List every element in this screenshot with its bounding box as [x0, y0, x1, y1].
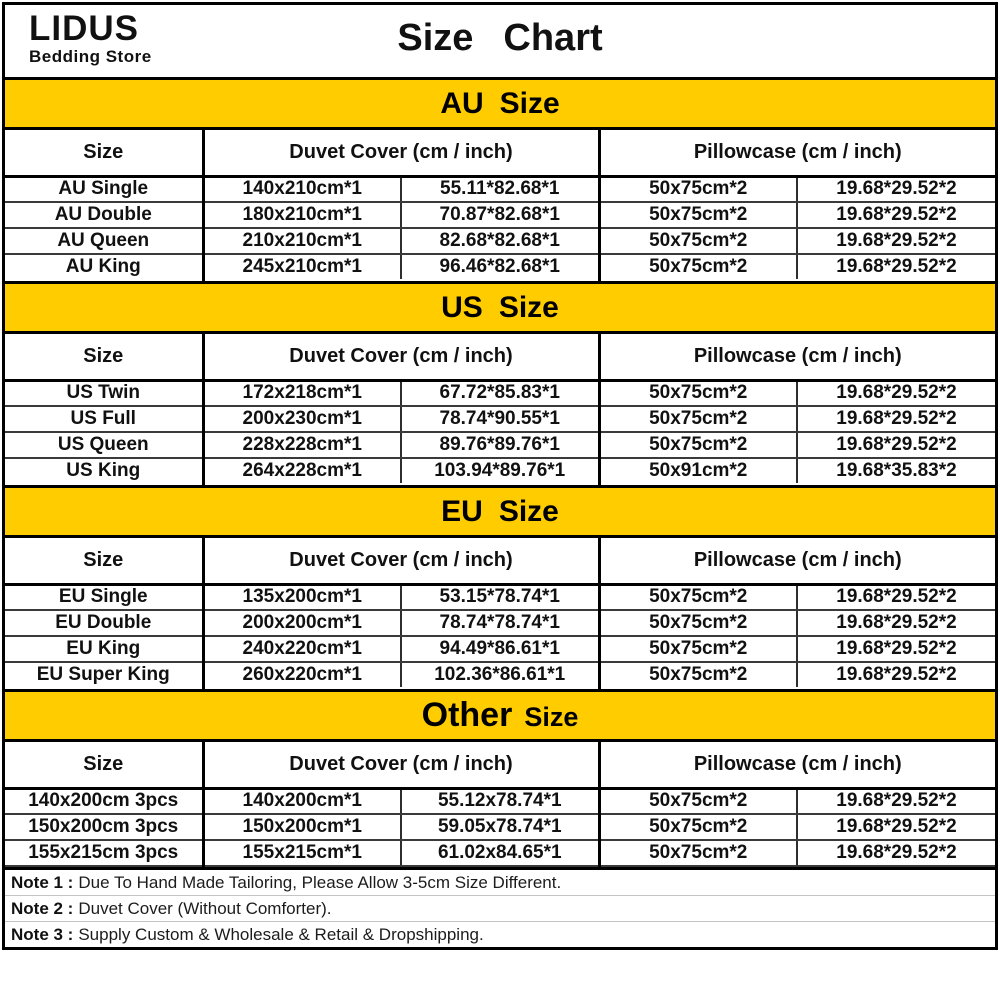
size-cell: AU Single [5, 176, 203, 202]
pillow-inch-cell: 19.68*29.52*2 [797, 176, 995, 202]
duvet-cm-cell: 172x218cm*1 [203, 380, 401, 406]
size-cell: EU Double [5, 610, 203, 636]
duvet-cm-cell: 140x210cm*1 [203, 176, 401, 202]
pillow-cm-cell: 50x75cm*2 [599, 380, 797, 406]
pillow-cm-cell: 50x75cm*2 [599, 202, 797, 228]
pillow-inch-cell: 19.68*29.52*2 [797, 380, 995, 406]
size-cell: EU Single [5, 584, 203, 610]
note-label: Note 3 : [11, 924, 74, 944]
duvet-inch-cell: 61.02x84.65*1 [401, 840, 599, 866]
duvet-inch-cell: 70.87*82.68*1 [401, 202, 599, 228]
pillow-inch-cell: 19.68*29.52*2 [797, 228, 995, 254]
other-section-banner [5, 689, 995, 742]
note-row [5, 870, 995, 896]
col-header-duvet: Duvet Cover (cm / inch) [203, 742, 599, 788]
duvet-inch-cell: 102.36*86.61*1 [401, 662, 599, 688]
pillow-inch-cell: 19.68*29.52*2 [797, 202, 995, 228]
table-row [5, 432, 995, 458]
au-size-section [5, 77, 995, 281]
banner-region-label: AU [440, 87, 484, 120]
col-header-pillowcase: Pillowcase (cm / inch) [599, 130, 995, 176]
duvet-cm-cell: 200x200cm*1 [203, 610, 401, 636]
duvet-inch-cell: 67.72*85.83*1 [401, 380, 599, 406]
size-cell: 155x215cm 3pcs [5, 840, 203, 866]
table-header-row [5, 130, 995, 176]
table-row [5, 176, 995, 202]
duvet-cm-cell: 135x200cm*1 [203, 584, 401, 610]
size-cell: 150x200cm 3pcs [5, 814, 203, 840]
us-section-banner [5, 281, 995, 334]
duvet-cm-cell: 180x210cm*1 [203, 202, 401, 228]
banner-region-label: Other [421, 696, 513, 734]
table-row [5, 254, 995, 280]
col-header-duvet: Duvet Cover (cm / inch) [203, 334, 599, 380]
table-row [5, 788, 995, 814]
table-row [5, 406, 995, 432]
other-size-table [5, 742, 995, 867]
pillow-cm-cell: 50x75cm*2 [599, 584, 797, 610]
banner-region-label: US [441, 291, 483, 324]
page-title-word-2: Chart [503, 17, 603, 59]
pillow-inch-cell: 19.68*29.52*2 [797, 610, 995, 636]
eu-size-table [5, 538, 995, 689]
table-header-row [5, 742, 995, 788]
duvet-cm-cell: 150x200cm*1 [203, 814, 401, 840]
size-cell: 140x200cm 3pcs [5, 788, 203, 814]
pillow-cm-cell: 50x75cm*2 [599, 432, 797, 458]
au-size-table [5, 130, 995, 281]
pillow-cm-cell: 50x91cm*2 [599, 458, 797, 484]
pillow-cm-cell: 50x75cm*2 [599, 788, 797, 814]
size-cell: US King [5, 458, 203, 484]
col-header-pillowcase: Pillowcase (cm / inch) [599, 538, 995, 584]
banner-region-label: EU [441, 495, 483, 528]
banner-size-label: Size [498, 291, 559, 324]
duvet-cm-cell: 155x215cm*1 [203, 840, 401, 866]
duvet-inch-cell: 96.46*82.68*1 [401, 254, 599, 280]
pillow-inch-cell: 19.68*29.52*2 [797, 406, 995, 432]
col-header-size: Size [5, 742, 203, 788]
duvet-cm-cell: 240x220cm*1 [203, 636, 401, 662]
pillow-cm-cell: 50x75cm*2 [599, 254, 797, 280]
note-row [5, 896, 995, 922]
table-row [5, 840, 995, 866]
table-row [5, 458, 995, 484]
table-row [5, 228, 995, 254]
note-row [5, 922, 995, 947]
duvet-cm-cell: 245x210cm*1 [203, 254, 401, 280]
table-header-row [5, 538, 995, 584]
eu-section-banner [5, 485, 995, 538]
table-row [5, 584, 995, 610]
page-title [5, 17, 995, 60]
pillow-cm-cell: 50x75cm*2 [599, 176, 797, 202]
pillow-inch-cell: 19.68*29.52*2 [797, 584, 995, 610]
note-text: Duvet Cover (Without Comforter). [78, 898, 332, 918]
header [5, 5, 995, 77]
pillow-inch-cell: 19.68*29.52*2 [797, 788, 995, 814]
pillow-cm-cell: 50x75cm*2 [599, 406, 797, 432]
pillow-inch-cell: 19.68*29.52*2 [797, 840, 995, 866]
duvet-inch-cell: 78.74*78.74*1 [401, 610, 599, 636]
pillow-cm-cell: 50x75cm*2 [599, 610, 797, 636]
duvet-inch-cell: 59.05x78.74*1 [401, 814, 599, 840]
duvet-inch-cell: 89.76*89.76*1 [401, 432, 599, 458]
duvet-inch-cell: 55.12x78.74*1 [401, 788, 599, 814]
duvet-cm-cell: 200x230cm*1 [203, 406, 401, 432]
brand-name: LIDUS [29, 9, 139, 48]
table-row [5, 636, 995, 662]
col-header-size: Size [5, 130, 203, 176]
duvet-inch-cell: 103.94*89.76*1 [401, 458, 599, 484]
duvet-inch-cell: 55.11*82.68*1 [401, 176, 599, 202]
size-cell: EU Super King [5, 662, 203, 688]
us-size-section [5, 281, 995, 485]
size-cell: US Twin [5, 380, 203, 406]
note-text: Supply Custom & Wholesale & Retail & Dropshipping. [78, 924, 484, 944]
page-title-word-1: Size [397, 17, 474, 59]
pillow-inch-cell: 19.68*29.52*2 [797, 662, 995, 688]
banner-size-label: Size [499, 87, 560, 120]
pillow-inch-cell: 19.68*29.52*2 [797, 432, 995, 458]
duvet-inch-cell: 78.74*90.55*1 [401, 406, 599, 432]
col-header-pillowcase: Pillowcase (cm / inch) [599, 742, 995, 788]
duvet-cm-cell: 210x210cm*1 [203, 228, 401, 254]
pillow-inch-cell: 19.68*29.52*2 [797, 814, 995, 840]
table-row [5, 662, 995, 688]
duvet-cm-cell: 228x228cm*1 [203, 432, 401, 458]
col-header-size: Size [5, 334, 203, 380]
duvet-cm-cell: 140x200cm*1 [203, 788, 401, 814]
col-header-duvet: Duvet Cover (cm / inch) [203, 538, 599, 584]
note-label: Note 1 : [11, 872, 74, 892]
size-cell: AU Queen [5, 228, 203, 254]
pillow-inch-cell: 19.68*29.52*2 [797, 636, 995, 662]
col-header-pillowcase: Pillowcase (cm / inch) [599, 334, 995, 380]
pillow-cm-cell: 50x75cm*2 [599, 840, 797, 866]
table-row [5, 202, 995, 228]
col-header-duvet: Duvet Cover (cm / inch) [203, 130, 599, 176]
pillow-inch-cell: 19.68*35.83*2 [797, 458, 995, 484]
duvet-inch-cell: 53.15*78.74*1 [401, 584, 599, 610]
size-cell: US Full [5, 406, 203, 432]
table-header-row [5, 334, 995, 380]
pillow-cm-cell: 50x75cm*2 [599, 662, 797, 688]
duvet-inch-cell: 94.49*86.61*1 [401, 636, 599, 662]
table-row [5, 814, 995, 840]
banner-size-label: Size [498, 495, 559, 528]
size-chart-frame [2, 2, 998, 950]
duvet-inch-cell: 82.68*82.68*1 [401, 228, 599, 254]
size-cell: AU King [5, 254, 203, 280]
pillow-cm-cell: 50x75cm*2 [599, 228, 797, 254]
banner-size-label: Size [524, 702, 579, 732]
note-text: Due To Hand Made Tailoring, Please Allow 3-5cm Size Different. [78, 872, 562, 892]
col-header-size: Size [5, 538, 203, 584]
brand-subtitle: Bedding Store [29, 47, 152, 66]
duvet-cm-cell: 260x220cm*1 [203, 662, 401, 688]
other-size-section [5, 689, 995, 867]
pillow-inch-cell: 19.68*29.52*2 [797, 254, 995, 280]
size-cell: AU Double [5, 202, 203, 228]
table-row [5, 380, 995, 406]
size-cell: US Queen [5, 432, 203, 458]
notes-section [5, 867, 995, 947]
pillow-cm-cell: 50x75cm*2 [599, 636, 797, 662]
table-row [5, 610, 995, 636]
duvet-cm-cell: 264x228cm*1 [203, 458, 401, 484]
us-size-table [5, 334, 995, 485]
pillow-cm-cell: 50x75cm*2 [599, 814, 797, 840]
au-section-banner [5, 77, 995, 130]
eu-size-section [5, 485, 995, 689]
size-cell: EU King [5, 636, 203, 662]
note-label: Note 2 : [11, 898, 74, 918]
